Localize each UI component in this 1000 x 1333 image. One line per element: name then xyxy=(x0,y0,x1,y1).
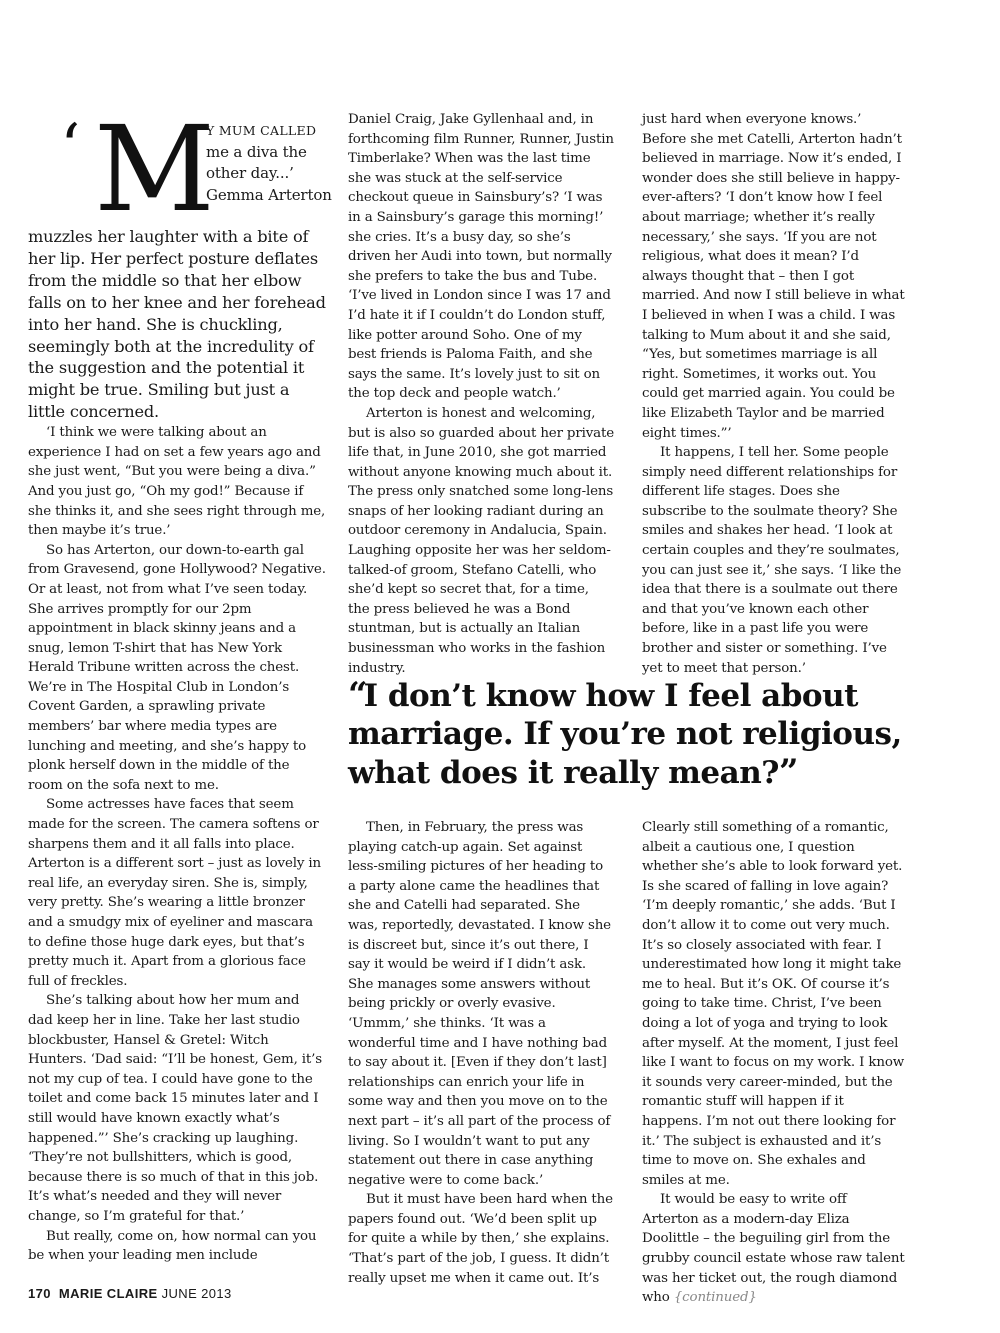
paragraph-text: It would be easy to write off Arterton as a modern-day Eliza Doolittle – the beguiling girl from the grubby council estate whose raw talent was her ticket out, the rough diamond who xyxy=(642,1192,905,1306)
intro-block xyxy=(28,100,332,238)
intro-small-caps: Y MUM CALLED xyxy=(206,123,317,138)
paragraph: So has Arterton, our down-to-earth gal from Gravesend, gone Hollywood? Negative. Or at least, not from what I’ve seen today. She arrives promptly for our 2pm appointment in black skinny jeans and a snug, lemon T-shirt that has New York Herald Tribune written across the chest. We’re in The Hospital Club in London’s Covent Garden, a sprawling private members’ bar where media types are lunching and meeting, and she’s happy to plonk herself down in the middle of the room on the sofa next to me. xyxy=(28,542,326,793)
intro-first-rest: me a diva the other day...’ Gemma Arterton xyxy=(206,142,332,204)
drop-cap: M xyxy=(94,100,215,238)
intro-first-lines xyxy=(206,120,336,206)
paragraph: Daniel Craig, Jake Gyllenhaal and, in forthcoming film Runner, Runner, Justin Timberlake? When was the last time she was stuck at the self-service checkout queue in Sainsbury’s? ‘I was in a Sainsbury’s garage this morning!’ she cries. It’s a busy day, so she’s driven her Audi into town, but normally she prefers to take the bus and Tube. ‘I’ve lived in London since I was 17 and I’d hate it if I couldn’t do London stuff, like potter around Soho. One of my best friends is Paloma Faith, and she says the same. It’s lovely just to sit on the top deck and people watch.’ xyxy=(348,112,614,402)
paragraph: ‘I think we were talking about an experience I had on set a few years ago and she just went, “But you were being a diva.” And you just go, “Oh my god!” Because if she thinks it, and she sees right through me, then maybe it’s true.’ xyxy=(28,425,326,539)
paragraph xyxy=(642,1190,906,1308)
paragraph: Arterton is honest and welcoming, but is also so guarded about her private life that, in June 2010, she got married without anyone knowing much about it. The press only snatched some long-lens snaps of her looking radiant during an outdoor ceremony in Andalucia, Spain. Laughing opposite her was her seldom-talked-of groom, Stefano Catelli, who she’d kept so secret that, for a time, the press believed he was a Bond stuntman, but is actually an Italian businessman who works in the fashion industry. xyxy=(348,405,614,676)
pull-quote-close-mark: ” xyxy=(778,752,795,792)
intro-paragraph: muzzles her laughter with a bite of her lip. Her perfect posture deflates from the middle so that her elbow falls on to her knee and her forehead into her hand. She is chuckling, seemingly both at the incredulity of the suggestion and the potential it might be true. Smiling but just a little concerned. xyxy=(28,227,326,422)
drop-quote-mark: ‘ xyxy=(60,111,81,185)
paragraph: Then, in February, the press was playing catch-up again. Set against less-smiling pictures of her heading to a party alone came the headlines that she and Catelli had separated. She was, reportedly, devastated. I know she is discreet but, since it’s out there, I say it would be weird if I didn’t ask. She manages some answers without being prickly or overly evasive. ‘Ummm,’ she thinks. ‘It was a wonderful time and I have nothing bad to say about it. [Even if they don’t last] relationships can enrich your life in some way and then you move on to the next part – it’s all part of the process of living. So I wouldn’t want to put any statement out there in case anything negative were to come back.’ xyxy=(348,820,611,1188)
paragraph: Clearly still something of a romantic, albeit a cautious one, I question whether she’s able to look forward yet. Is she scared of falling in love again? ‘I’m deeply romantic,’ she adds. ‘But I don’t allow it to come out very much. It’s so closely associated with fear. I underestimated how long it might take me to heal. But it’s OK. Of course it’s going to take time. Christ, I’ve been doing a lot of yoga and trying to look after myself. At the moment, I just feel like I want to focus on my work. I know it sounds very career-minded, but the romantic stuff will happen if it happens. I’m not out there looking for it.’ The subject is exhausted and it’s time to move on. She exhales and smiles at me. xyxy=(642,820,905,1188)
paragraph: But it must have been hard when the papers found out. ‘We’d been split up for quite a while by then,’ she explains. ‘That’s part of the job, I guess. It didn’t really upset me when it came out. It’s xyxy=(348,1192,613,1286)
column-5 xyxy=(642,818,906,1308)
pull-quote-open-mark: “ xyxy=(348,675,364,715)
column-4 xyxy=(348,818,614,1288)
pull-quote-text: I don’t know how I feel about marriage. If you’re not religious, what does it really mean? xyxy=(348,678,902,791)
paragraph: It happens, I tell her. Some people simply need different relationships for different life stages. Does she subscribe to the soulmate theory? She smiles and shakes her head. ‘I look at certain couples and they’re soulmates, you can just see it,’ she says. ‘I like the idea that there is a soulmate out there and that you’ve known each other before, like in a past life you were brother and sister or something. I’ve yet to meet that person.’ xyxy=(642,445,902,676)
paragraph: just hard when everyone knows.’ Before she met Catelli, Arterton hadn’t believed in marriage. Now it’s ended, I wonder does she still believe in happy-ever-afters? ‘I don’t know how I feel about marriage; whether it’s really necessary,’ she says. ‘If you are not religious, what does it mean? I’d always thought that – then I got married. And now I still believe in what I believed in when I was a child. I was talking to Mum about it and she said, “Yes, but sometimes marriage is all right. Sometimes, it works out. You could get married again. You could be like Elizabeth Taylor and be married eight times.”’ xyxy=(642,112,905,441)
issue-date: JUNE 2013 xyxy=(161,1286,232,1301)
paragraph: Some actresses have faces that seem made for the screen. The camera softens or sharpens them and it all falls into place. Arterton is a different sort – just as lovely in real life, an everyday siren. She is, simply, very pretty. She’s wearing a little bronzer and a smudgy mix of eyeliner and mascara to define those huge dark eyes, but that’s pretty much it. Apart from a glorious face full of freckles. xyxy=(28,797,321,989)
pull-quote xyxy=(348,676,908,792)
page-number: 170 xyxy=(28,1286,51,1301)
paragraph: But really, come on, how normal can you be when your leading men include xyxy=(28,1228,317,1264)
column-3 xyxy=(642,110,906,678)
page-footer xyxy=(28,1286,232,1301)
paragraph: She’s talking about how her mum and dad keep her in line. Take her last studio blockbuster, Hansel & Gretel: Witch Hunters. ‘Dad said: “I’ll be honest, Gem, it’s not my cup of tea. I could have gone to the toilet and come back 15 minutes later and I still would have known exactly what’s happened.”’ She’s cracking up laughing. ‘They’re not bullshitters, which is good, because there is so much of that in this job. It’s what’s needed and they will never change, so I’m grateful for that.’ xyxy=(28,993,322,1224)
column-2 xyxy=(348,110,614,678)
column-1 xyxy=(28,100,332,1266)
continued-label: {continued} xyxy=(673,1290,757,1306)
magazine-name: MARIE CLAIRE xyxy=(58,1286,158,1301)
